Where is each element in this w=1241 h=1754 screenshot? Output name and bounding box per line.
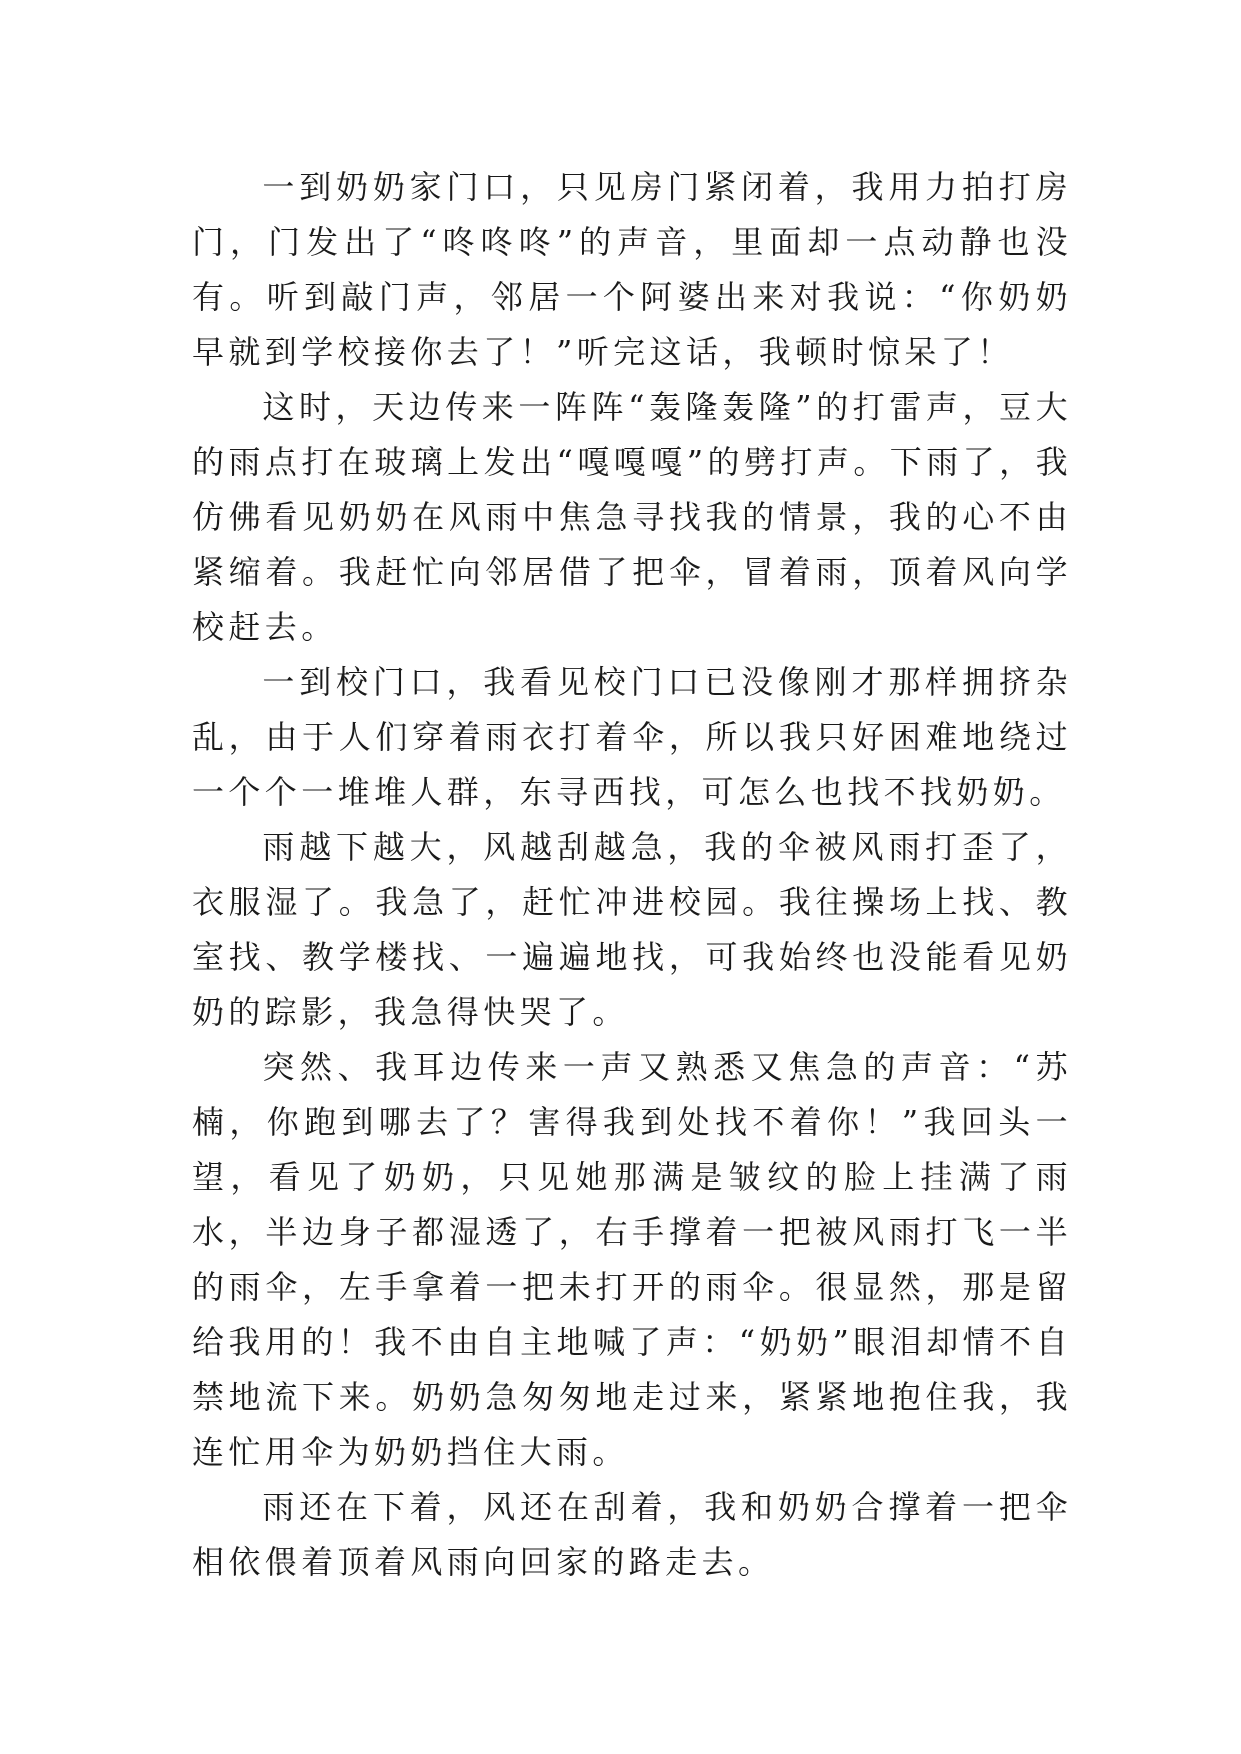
paragraph-5: 突然、我耳边传来一声又熟悉又焦急的声音：“苏楠，你跑到哪去了？害得我到处找不着你！”我回头一望，看见了奶奶，只见她那满是皱纹的脸上挂满了雨水，半边身子都湿透了，右手撑着一把被风雨打飞一半的雨伞，左手拿着一把未打开的雨伞。很显然，那是留给我用的！我不由自主地喊了声：“奶奶”眼泪却情不自禁地流下来。奶奶急匆匆地走过来，紧紧地抱住我，我连忙用伞为奶奶挡住大雨。 (192, 1048, 1072, 1471)
paragraph-2: 这时，天边传来一阵阵“轰隆轰隆”的打雷声，豆大的雨点打在玻璃上发出“嘎嘎嘎”的劈打声。下雨了，我仿佛看见奶奶在风雨中焦急寻找我的情景，我的心不由紧缩着。我赶忙向邻居借了把伞，冒着雨，顶着风向学校赶去。 (192, 388, 1072, 646)
document-body (192, 160, 1072, 1590)
paragraph-3: 一到校门口，我看见校门口已没像刚才那样拥挤杂乱，由于人们穿着雨衣打着伞，所以我只好困难地绕过一个个一堆堆人群，东寻西找，可怎么也找不找奶奶。 (192, 663, 1072, 811)
paragraph-4: 雨越下越大，风越刮越急，我的伞被风雨打歪了，衣服湿了。我急了，赶忙冲进校园。我往操场上找、教室找、教学楼找、一遍遍地找，可我始终也没能看见奶奶的踪影，我急得快哭了。 (192, 828, 1072, 1031)
paragraph-6: 雨还在下着，风还在刮着，我和奶奶合撑着一把伞相依偎着顶着风雨向回家的路走去。 (192, 1488, 1072, 1581)
paragraph-1: 一到奶奶家门口，只见房门紧闭着，我用力拍打房门，门发出了“咚咚咚”的声音，里面却一点动静也没有。听到敲门声，邻居一个阿婆出来对我说：“你奶奶早就到学校接你去了！”听完这话，我顿时惊呆了！ (192, 168, 1072, 371)
